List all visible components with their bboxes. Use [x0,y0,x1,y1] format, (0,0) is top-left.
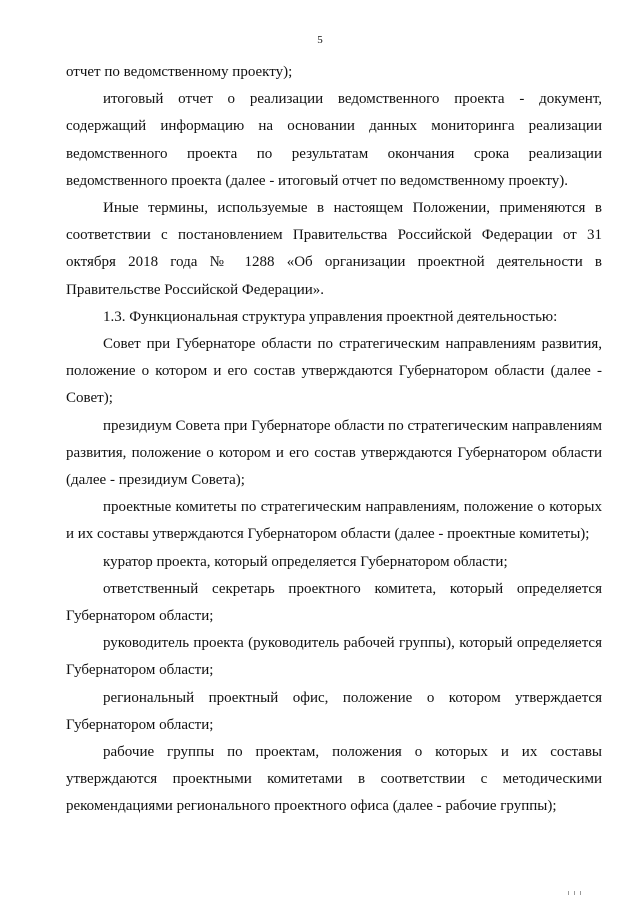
paragraph: проектные комитеты по стратегическим направлениям, положение о которых и их составы утверждаются Губернатором области (далее - проектные комитеты); [66,499,602,543]
section-heading: 1.3. Функциональная структура управления проектной деятельностью: [103,308,558,325]
paragraph: итоговый отчет о реализации ведомственного проекта - документ, содержащий информацию на основании данных мониторинга реализации ведомственного проекта по результатам окончания срока реализации ведомственного проекта (далее - итоговый отчет по ведомственному проекту). [66,91,602,189]
paragraph: руководитель проекта (руководитель рабочей группы), который определяется Губернатором области; [66,635,602,679]
paragraph: Совет при Губернаторе области по стратегическим направлениям развития, положение о котором и его состав утверждаются Губернатором области (далее - Совет); [66,336,602,407]
paragraph: ответственный секретарь проектного комитета, который определяется Губернатором области; [66,580,602,625]
paragraph: региональный проектный офис, положение о котором утверждается Губернатором области; [66,689,602,733]
paragraph: рабочие группы по проектам, положения о которых и их составы утверждаются проектными комитетами в соответствии с методическими рекомендациями регионального проектного офиса (далее - рабочие группы); [66,744,602,815]
paragraph: президиум Совета при Губернаторе области по стратегическим направлениям развития, положение о котором и его состав утверждаются Губернатором области (далее - президиум Совета); [66,417,602,489]
scan-mark [568,891,582,895]
page-number: 5 [317,34,323,46]
paragraph: Иные термины, используемые в настоящем Положении, применяются в соответствии с постановлением Правительства Российской Федерации от 31 октября 2018 года № 1288 «Об организации проектной деятельности в Правительстве Российской Федерации». [66,200,602,298]
body-text [66,59,602,821]
paragraph: куратор проекта, который определяется Губернатором области; [103,553,508,570]
paragraph: отчет по ведомственному проекту); [66,64,293,80]
